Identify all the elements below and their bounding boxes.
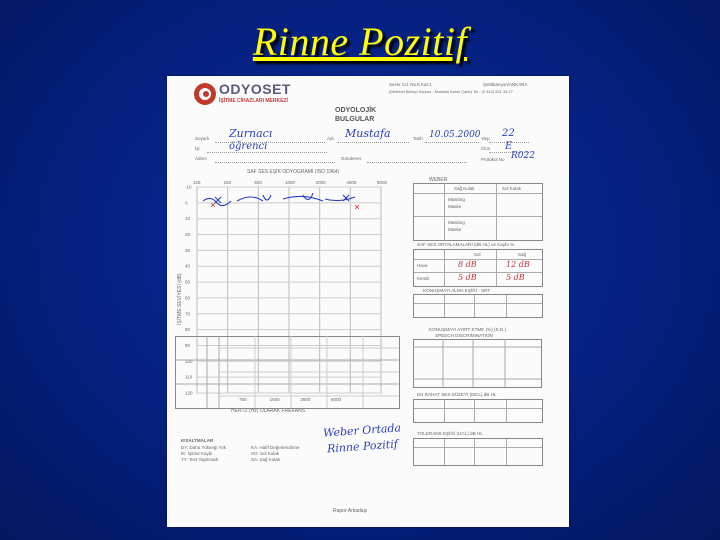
name-label: Adı xyxy=(327,136,334,141)
weber-note: Weber Ortada xyxy=(322,421,402,440)
mcl-table xyxy=(413,399,543,423)
db-tick: 20 xyxy=(185,232,191,238)
right-ear-markings xyxy=(203,193,355,206)
signature-label: Rapor Arkadaşı xyxy=(333,508,368,514)
freq-top-tick: 8000 xyxy=(377,180,388,185)
srt-heading: KONUŞMAYI ALMA EŞİĞİ - SRT xyxy=(423,288,491,293)
audiogram-y-axis-label: İŞİTME SEVİYESİ (dB) xyxy=(177,273,183,325)
job-value: öğrenci xyxy=(229,141,268,152)
ear-logo-icon xyxy=(193,82,217,106)
pta-heading: SAF SES ORTALAMALARI (dB HL) ve Kaybı % xyxy=(417,242,515,247)
weber-table xyxy=(413,183,543,241)
age-label: Yaşı xyxy=(481,136,490,141)
abbrev-right-3: SA: Sağ Kulak xyxy=(251,457,281,462)
freq-top-tick: 4000 xyxy=(346,180,357,185)
abbrev-left-1: DY: Daha Yükseği Yok xyxy=(181,445,226,450)
address-label: Adres xyxy=(195,156,207,161)
rinne-note: Rinne Pozitif xyxy=(326,437,399,456)
date-value: 10.05.2000 xyxy=(429,130,481,140)
gender-value: E xyxy=(505,141,513,152)
weber-row2-label: Masking xyxy=(448,220,465,225)
freq-bottom-tick: 1500 xyxy=(269,397,280,402)
freq-top-tick: 2000 xyxy=(315,180,326,185)
abbreviations-heading: KISALTMALAR xyxy=(181,438,214,443)
freq-top-tick: 1000 xyxy=(285,180,296,185)
abbrev-left-2: İK: İşitme Kaybı xyxy=(181,451,213,456)
pta-row1-left: 8 dB xyxy=(458,260,477,269)
logo-subtitle: İŞİTME CİHAZLARI MERKEZİ xyxy=(219,98,288,104)
audiology-report xyxy=(167,76,569,527)
db-tick: 90 xyxy=(185,342,191,348)
sd-subheading: SPEECH DISCRIMINATION xyxy=(435,333,493,338)
weber-heading: WEBER xyxy=(429,177,448,183)
slide-title: Rinne Pozitif xyxy=(252,19,468,64)
freq-top-tick: 125 xyxy=(193,180,201,185)
pta-row2-right: 5 dB xyxy=(506,273,525,282)
ucl-heading: TOLERANS EŞİĞİ (UCL) dB HL xyxy=(417,431,483,436)
date-label: Tarih xyxy=(413,136,423,141)
audiogram-x-axis-label: HERTZ (Hz) OLARAK FREKANS xyxy=(231,408,306,414)
db-tick: 30 xyxy=(185,247,191,253)
job-label: İşi xyxy=(195,146,200,151)
left-ear-markings xyxy=(211,203,359,209)
audiogram-heading: SAF SES EŞİK ODYOGRAMI (ISO 1964) xyxy=(247,169,340,175)
abbrev-right-1: KA: Hafif Değerlendirme xyxy=(251,445,300,450)
weber-row1-label: Masking xyxy=(448,197,465,202)
db-tick: 40 xyxy=(185,263,191,269)
section-title: ODYOLOJİK BULGULAR xyxy=(335,107,377,123)
address-line-2: Şehitkanyon/ANKARA xyxy=(483,82,528,87)
weber-row1-sub: Maske xyxy=(448,204,462,209)
sd-heading: KONUŞMAYI AYIRT ETME (%) (S.D.) xyxy=(429,327,506,332)
ucl-table xyxy=(413,438,543,466)
abbrev-left-3: TY: Test Yapılmadı xyxy=(181,457,219,462)
weber-row2-sub: Maske xyxy=(448,227,462,232)
mcl-heading: EN RAHAT SES DÜZEYİ (MCL) dB HL xyxy=(417,392,497,397)
db-tick: 110 xyxy=(185,374,193,380)
freq-top-tick: 250 xyxy=(223,180,232,185)
srt-table xyxy=(413,294,543,318)
surname-value: Zurnacı xyxy=(229,127,273,140)
pta-table xyxy=(413,249,543,287)
db-tick: 80 xyxy=(185,327,191,333)
sd-chart xyxy=(413,339,543,389)
pta-row2-label: Kemik xyxy=(417,276,430,281)
freq-bottom-tick: 750 xyxy=(239,397,247,402)
gender-label: Cins xyxy=(481,146,491,151)
db-tick: 100 xyxy=(185,358,193,364)
abbrev-right-2: SO: Sol Kulak xyxy=(251,451,280,456)
freq-bottom-tick: 6000 xyxy=(331,397,342,402)
address-line-1: Sezer Cd. No:6 Kat:1 xyxy=(389,82,432,87)
db-tick: 0 xyxy=(185,200,188,206)
surname-label: Soyadı xyxy=(195,136,210,141)
logo xyxy=(193,80,303,110)
age-value: 22 xyxy=(502,128,515,139)
weber-col-right: Sağ Kulak xyxy=(454,186,475,191)
freq-top-tick: 500 xyxy=(254,180,262,185)
pta-row1-label: Hava xyxy=(417,263,428,268)
pta-col-left: Sol xyxy=(474,252,481,257)
referred-label: Gönderen xyxy=(341,156,362,161)
masking-grid xyxy=(175,336,407,410)
freq-bottom-tick: 3000 xyxy=(300,397,311,402)
db-tick: 10 xyxy=(185,216,191,222)
pta-col-right: Sağ xyxy=(518,252,527,257)
logo-brand: ODYOSET xyxy=(219,81,291,97)
address-line-3: (Mehmet Bilekçi Karşısı - Mustafa Sahin Çaldı) Tel : (0 312) 231 35 27 xyxy=(389,89,513,94)
db-tick: 50 xyxy=(185,279,191,285)
db-tick: 70 xyxy=(185,311,191,317)
db-tick: -10 xyxy=(185,184,192,190)
protocol-value: R022 xyxy=(511,151,535,161)
weber-col-left: Sol Kulak xyxy=(502,186,522,191)
db-tick: 60 xyxy=(185,295,191,301)
db-tick: 120 xyxy=(185,390,193,396)
pta-row2-left: 5 dB xyxy=(458,273,477,282)
pta-row1-right: 12 dB xyxy=(506,260,530,269)
name-value: Mustafa xyxy=(345,127,391,140)
protocol-label: Protokol No xyxy=(481,157,505,162)
